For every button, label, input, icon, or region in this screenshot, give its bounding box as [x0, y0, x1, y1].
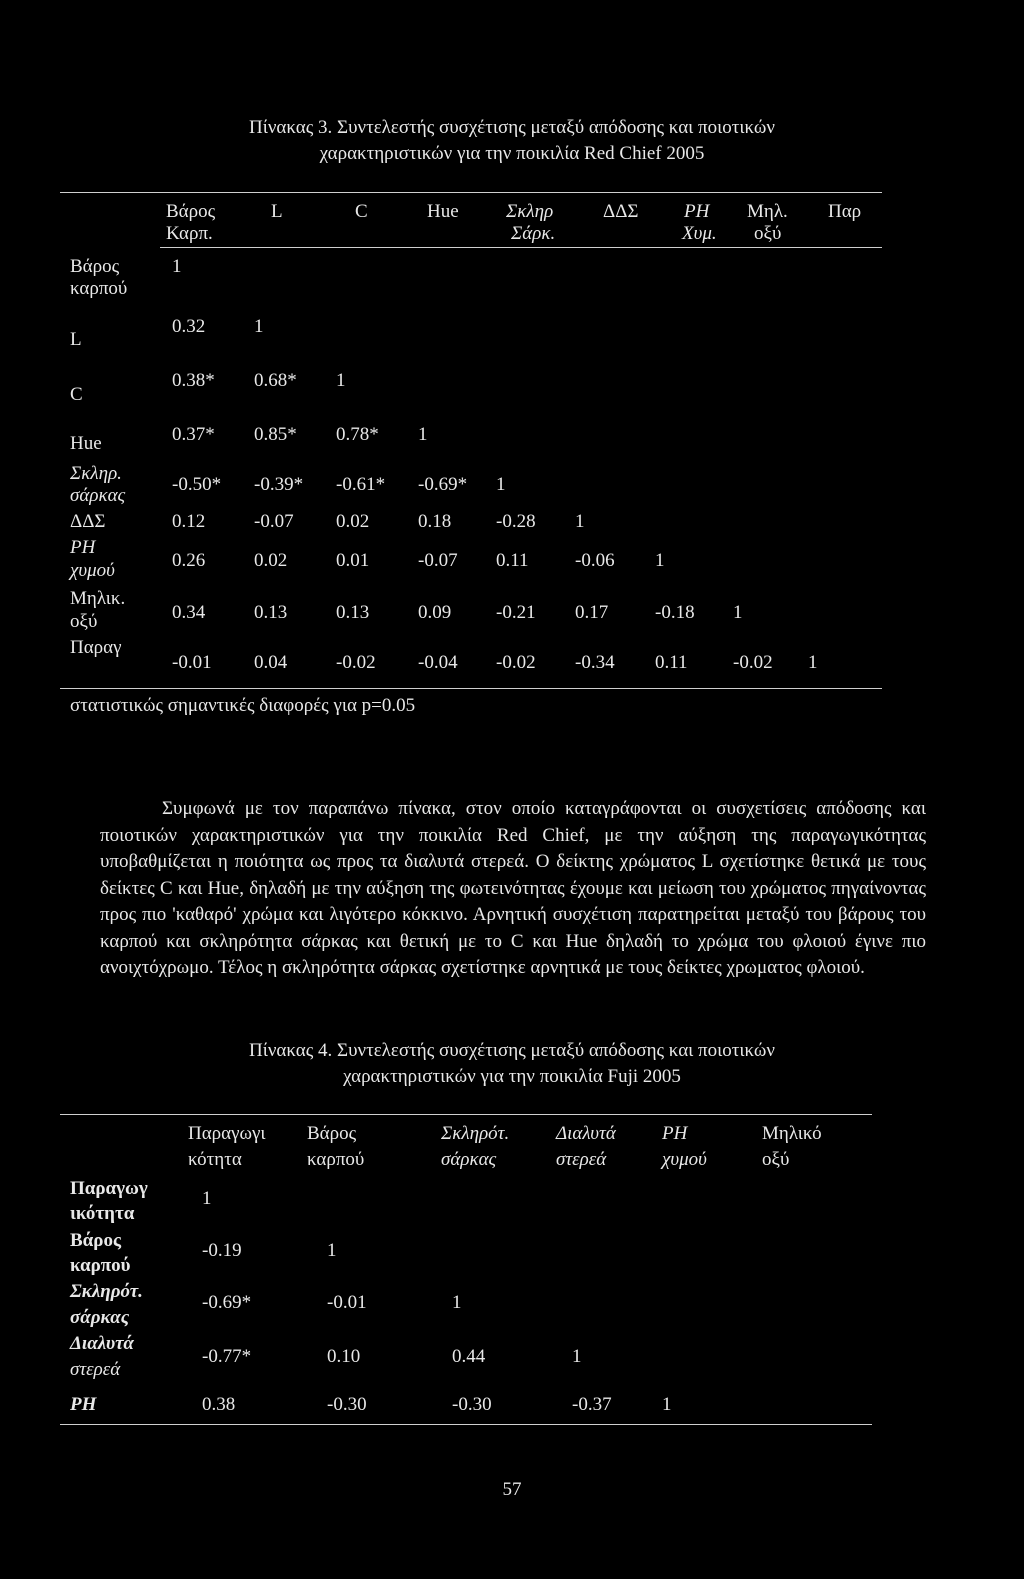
- table-cell: 1: [808, 652, 818, 673]
- table-cell: -0.19: [202, 1240, 242, 1261]
- table-cell: 0.13: [254, 602, 288, 623]
- table-cell: 0.37*: [172, 424, 215, 445]
- table-cell: 0.38*: [172, 370, 215, 391]
- table-cell: -0.01: [327, 1292, 367, 1313]
- table-cell: -0.18: [655, 602, 695, 623]
- table-cell: 1: [452, 1292, 462, 1313]
- table3-header-cell: Παρ: [828, 201, 862, 222]
- table-cell: -0.30: [452, 1394, 492, 1415]
- table-cell: 1: [202, 1188, 212, 1209]
- table-cell: 0.34: [172, 602, 206, 623]
- table3-row-label: οξύ: [70, 611, 98, 632]
- table3-footnote: στατιστικώς σημαντικές διαφορές για p=0.05: [70, 695, 416, 716]
- table-cell: 1: [418, 424, 428, 445]
- table-cell: 0.09: [418, 602, 452, 623]
- table-cell: 0.11: [655, 652, 688, 673]
- table3-header-cell: L: [271, 201, 283, 222]
- table3-row-label: C: [70, 384, 83, 405]
- table3-row-label: Παραγ: [70, 637, 122, 658]
- table4-header-cell: Παραγωγι: [188, 1123, 266, 1144]
- table-cell: -0.50*: [172, 474, 222, 495]
- table3-row-label: καρπού: [70, 278, 128, 299]
- table-cell: 0.04: [254, 652, 288, 673]
- page-number: 57: [502, 1479, 522, 1500]
- table3-header-cell: Μηλ.: [747, 201, 788, 222]
- body-paragraph-text: Συμφωνά με τον παραπάνω πίνακα, στον οποίο καταγράφονται οι συσχετίσεις απόδοσης και ποιοτικών χαρακτηριστικών για την ποικιλία Red Chief, με την αύξηση της παραγωγικότητας υποβαθμίζεται η ποιότητα ως προς τα διαλυτά στερεά. Ο δείκτης χρώματος L σχετίστηκε θετικά με τους δείκτες C και Hue, δηλαδή με την αύξηση της φωτεινότητας έχουμε και μείωση του χρώματος πηγαίνοντας προς πιο 'καθαρό' χρώμα και λιγότερο κόκκινο. Αρνητική συσχέτιση παρατηρείται μεταξύ του βάρους του καρπού και σκληρότητα σάρκας και θετική με το C και Hue δηλαδή το χρώμα του φλοιού έγινε πιο ανοιχτόχρωμο. Τέλος η σκληρότητα σάρκας σχετίστηκε αρνητικά με τους δείκτες χρωματος φλοιού.: [100, 798, 926, 978]
- table-cell: 0.13: [336, 602, 370, 623]
- table-cell: 0.02: [254, 550, 288, 571]
- table4-header-cell: Μηλικό: [762, 1123, 822, 1144]
- table-cell: 1: [733, 602, 743, 623]
- table4-row-label: Σκληρότ.: [70, 1281, 143, 1302]
- table3-row-label: Βάρος: [70, 256, 120, 277]
- table-cell: 1: [172, 256, 182, 277]
- table4-caption-line1: Πίνακας 4. Συντελεστής συσχέτισης μεταξύ απόδοσης και ποιοτικών: [249, 1040, 775, 1061]
- table-cell: -0.02: [496, 652, 536, 673]
- table-cell: -0.39*: [254, 474, 304, 495]
- table-cell: -0.01: [172, 652, 212, 673]
- table4-header-cell: σάρκας: [441, 1149, 497, 1170]
- table3-header-cell: Σκληρ: [506, 201, 554, 222]
- table-cell: 1: [572, 1346, 582, 1367]
- table-cell: 1: [575, 511, 585, 532]
- table4-row-label: στερεά: [70, 1359, 121, 1380]
- table-cell: -0.02: [336, 652, 376, 673]
- table-cell: 0.18: [418, 511, 452, 532]
- table-cell: -0.69*: [202, 1292, 252, 1313]
- table3-header-cell: Hue: [427, 201, 459, 222]
- table-cell: 0.78*: [336, 424, 379, 445]
- table-cell: 1: [327, 1240, 337, 1261]
- table-cell: -0.37: [572, 1394, 612, 1415]
- table-cell: 0.17: [575, 602, 609, 623]
- table3-caption-line1: Πίνακας 3. Συντελεστής συσχέτισης μεταξύ απόδοσης και ποιοτικών: [249, 117, 775, 138]
- table-cell: 0.01: [336, 550, 370, 571]
- table-cell: 0.44: [452, 1346, 486, 1367]
- table4-caption-line2: χαρακτηριστικών για την ποικιλία Fuji 2005: [343, 1066, 681, 1087]
- table-cell: 1: [655, 550, 665, 571]
- table4-header-cell: Διαλυτά: [556, 1123, 616, 1144]
- table-cell: -0.02: [733, 652, 773, 673]
- table4-row-label: σάρκας: [70, 1307, 130, 1328]
- table4-header-cell: καρπού: [307, 1149, 365, 1170]
- table3-header-cell: οξύ: [754, 223, 782, 244]
- table-cell: -0.04: [418, 652, 458, 673]
- table3-header-cell: C: [355, 201, 368, 222]
- table3-header-rule: [160, 247, 882, 248]
- table3-row-label: χυμού: [70, 560, 115, 581]
- table-cell: -0.61*: [336, 474, 386, 495]
- table-cell: -0.21: [496, 602, 536, 623]
- table-cell: -0.06: [575, 550, 615, 571]
- table-cell: -0.34: [575, 652, 615, 673]
- table3-row-label: σάρκας: [70, 485, 126, 506]
- table-cell: 0.32: [172, 316, 206, 337]
- table-cell: -0.69*: [418, 474, 468, 495]
- table3-row-label: L: [70, 329, 82, 350]
- table-cell: -0.77*: [202, 1346, 252, 1367]
- table-cell: 1: [336, 370, 346, 391]
- table-cell: 0.85*: [254, 424, 297, 445]
- table3-row-label: PH: [70, 537, 96, 558]
- table-cell: -0.30: [327, 1394, 367, 1415]
- table-cell: 1: [254, 316, 264, 337]
- body-paragraph: [100, 796, 926, 982]
- table4-header-cell: Βάρος: [307, 1123, 357, 1144]
- table4-header-cell: PH: [662, 1123, 688, 1144]
- table-cell: 1: [662, 1394, 672, 1415]
- table4-row-label: Παραγωγ: [70, 1178, 148, 1199]
- table-cell: 0.68*: [254, 370, 297, 391]
- table4-top-rule: [60, 1114, 872, 1115]
- table3-header-cell: Βάρος: [166, 201, 216, 222]
- table3-header-cell: Καρπ.: [166, 223, 213, 244]
- table4-row-label: καρπού: [70, 1255, 131, 1276]
- table-cell: 0.02: [336, 511, 370, 532]
- table3-row-label: Hue: [70, 433, 102, 454]
- table4-row-label: ικότητα: [70, 1203, 135, 1224]
- table3-row-label: ΔΔΣ: [70, 511, 106, 532]
- table-cell: 0.11: [496, 550, 529, 571]
- table3-top-rule: [60, 192, 882, 193]
- table-cell: 0.10: [327, 1346, 361, 1367]
- table4-row-label: Βάρος: [70, 1230, 121, 1251]
- table4-header-cell: στερεά: [556, 1149, 607, 1170]
- table4-header-cell: οξύ: [762, 1149, 790, 1170]
- table3-row-label: Μηλικ.: [70, 588, 126, 609]
- table4-row-label: Διαλυτά: [70, 1333, 134, 1354]
- table4-bottom-rule: [60, 1424, 872, 1425]
- table4-row-label: PH: [70, 1394, 97, 1415]
- table-cell: 0.12: [172, 511, 206, 532]
- table-cell: 0.26: [172, 550, 206, 571]
- table3-header-cell: Χυμ.: [682, 223, 717, 244]
- table3-row-label: Σκληρ.: [70, 463, 122, 484]
- table-cell: 0.38: [202, 1394, 236, 1415]
- table-cell: -0.07: [418, 550, 458, 571]
- table-cell: -0.07: [254, 511, 294, 532]
- table3-bottom-rule: [60, 688, 882, 689]
- table3-header-cell: ΔΔΣ: [603, 201, 639, 222]
- table3-header-cell: Σάρκ.: [511, 223, 556, 244]
- table-cell: -0.28: [496, 511, 536, 532]
- table-cell: 1: [496, 474, 506, 495]
- table4-header-cell: χυμού: [662, 1149, 707, 1170]
- table4-header-cell: Σκληρότ.: [441, 1123, 510, 1144]
- table3-header-cell: PH: [684, 201, 710, 222]
- table4-header-cell: κότητα: [188, 1149, 242, 1170]
- table3-caption-line2: χαρακτηριστικών για την ποικιλία Red Chief 2005: [319, 143, 705, 164]
